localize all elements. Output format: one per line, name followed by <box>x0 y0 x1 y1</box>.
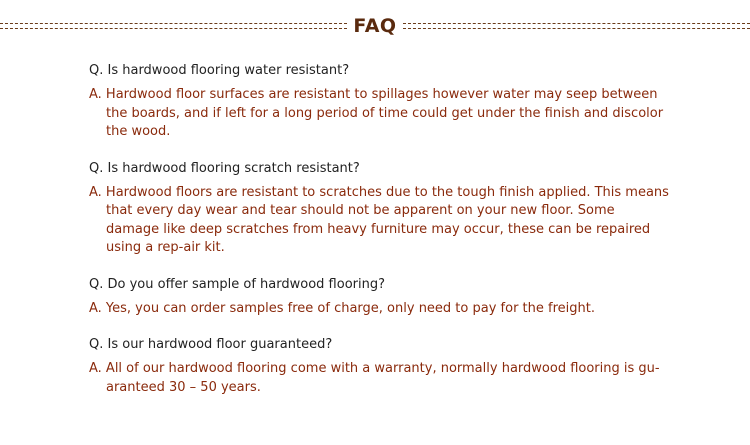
faq-answer: A. Yes, you can order samples free of charge, only need to pay for the freight. <box>89 300 595 316</box>
faq-answer: A. All of our hardwood flooring come with a warranty, normally hardwood flooring is gu-aranteed 30 – 50 years. <box>89 361 660 395</box>
page-title: FAQ <box>353 15 397 37</box>
faq-item-scratch-resistant <box>89 160 669 258</box>
faq-item-samples <box>89 276 669 319</box>
faq-item-guarantee <box>89 336 669 397</box>
header-divider-left <box>0 23 347 29</box>
faq-question: Q. Is hardwood flooring water resistant? <box>89 63 350 78</box>
faq-question: Q. Is hardwood flooring scratch resistant? <box>89 160 360 176</box>
faq-question: Q. Is our hardwood floor guaranteed? <box>89 337 333 352</box>
faq-header <box>0 13 750 39</box>
faq-answer: A. Hardwood floor surfaces are resistant to spillages however water may seep between the boards, and if left for a long period of time could get under the finish and discolor the wood. <box>89 87 664 139</box>
faq-item-water-resistant <box>89 62 669 142</box>
header-divider-right <box>403 23 750 29</box>
faq-list <box>89 62 669 415</box>
faq-answer: A. Hardwood floors are resistant to scratches due to the tough finish applied. This means that every day wear and tear should not be apparent on your new floor. Some damage like deep scratches from heavy furniture may occur, these can be repaired using a rep-air kit. <box>89 184 669 255</box>
faq-question: Q. Do you offer sample of hardwood flooring? <box>89 276 385 292</box>
